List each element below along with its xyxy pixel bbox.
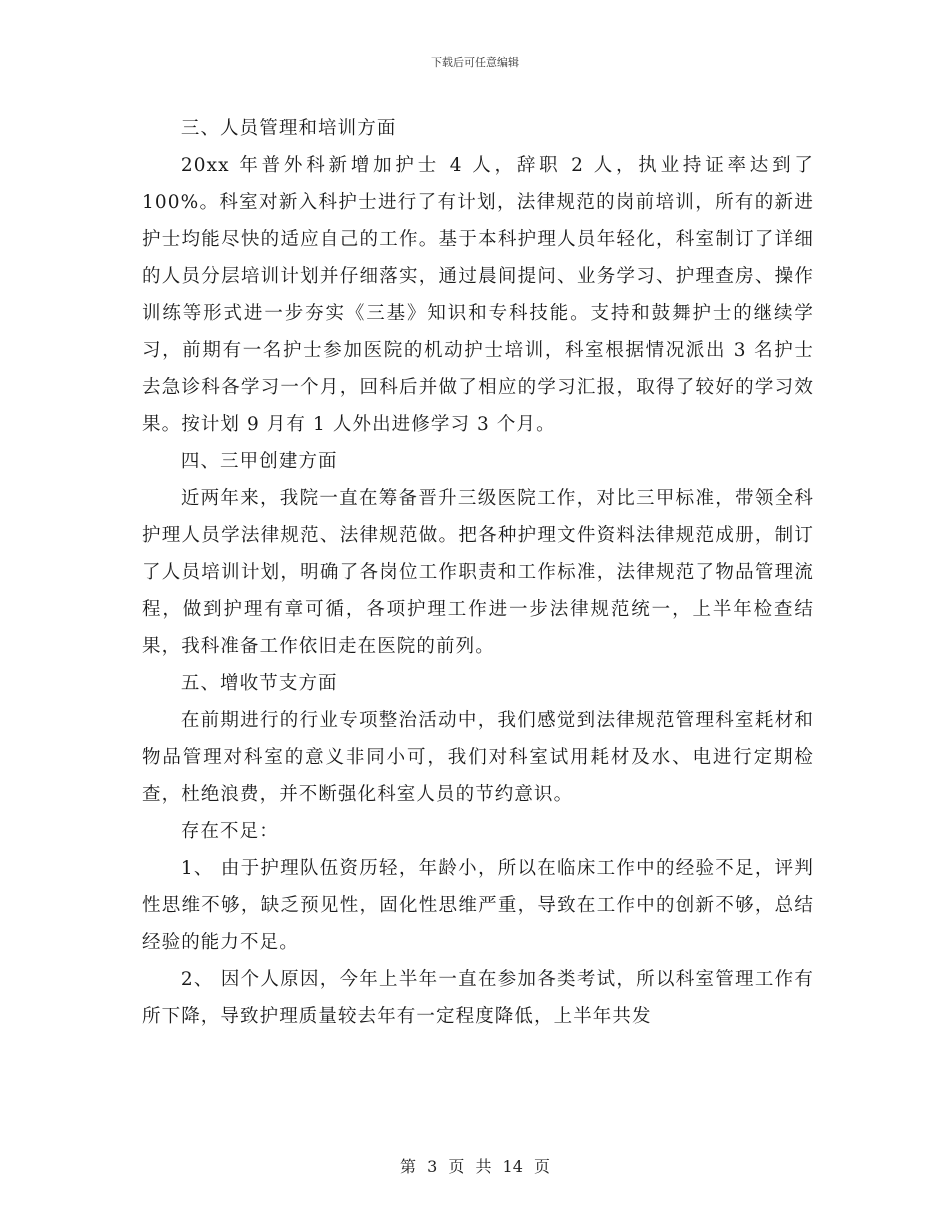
deficiency-item-1: 1、 由于护理队伍资历轻，年龄小，所以在临床工作中的经验不足，评判性思维不够，缺乏预见性，固化性思维严重，导致在工作中的创新不够，总结经验的能力不足。 — [142, 858, 814, 953]
paragraph-hospital-upgrade: 近两年来，我院一直在筹备晋升三级医院工作，对比三甲标准，带领全科护理人员学法律规范、法律规范做。把各种护理文件资料法律规范成册，制订了人员培训计划，明确了各岗位工作职责和工作标准，法律规范了物品管理流程，做到护理有章可循，各项护理工作进一步法律规范统一，上半年检查结果，我科准备工作依旧走在医院的前列。 — [142, 488, 814, 657]
section-heading-5: 五、增收节支方面 — [180, 673, 338, 694]
section-heading-3: 三、人员管理和培训方面 — [180, 118, 397, 139]
deficiency-item-2: 2、 因个人原因，今年上半年一直在参加各类考试，所以科室管理工作有所下降，导致护理质量较去年有一定程度降低，上半年共发 — [142, 969, 814, 1027]
paragraph-cost-saving: 在前期进行的行业专项整治活动中，我们感觉到法律规范管理科室耗材和物品管理对科室的意义非同小可，我们对科室试用耗材及水、电进行定期检查，杜绝浪费，并不断强化科室人员的节约意识。 — [142, 710, 814, 805]
paragraph-staff-training: 20xx 年普外科新增加护士 4 人，辞职 2 人，执业持证率达到了 100%。科室对新入科护士进行了有计划，法律规范的岗前培训，所有的新进护士均能尽快的适应自己的工作。基于本科护理人员年轻化，科室制订了详细的人员分层培训计划并仔细落实，通过晨间提问、业务学习、护理查房、操作训练等形式进一步夯实《三基》知识和专科技能。支持和鼓舞护士的继续学习，前期有一名护士参加医院的机动护士培训，科室根据情况派出 3 名护士去急诊科各学习一个月，回科后并做了相应的学习汇报，取得了较好的学习效果。按计划 9 月有 1 人外出进修学习 3 个月。 — [142, 155, 814, 435]
section-heading-4: 四、三甲创建方面 — [180, 451, 338, 472]
page-header: 下载后可任意编辑 — [431, 56, 519, 69]
deficiencies-heading: 存在不足： — [180, 821, 279, 842]
document-body — [142, 110, 814, 1035]
page-number: 第 3 页 共 14 页 — [400, 1157, 550, 1176]
